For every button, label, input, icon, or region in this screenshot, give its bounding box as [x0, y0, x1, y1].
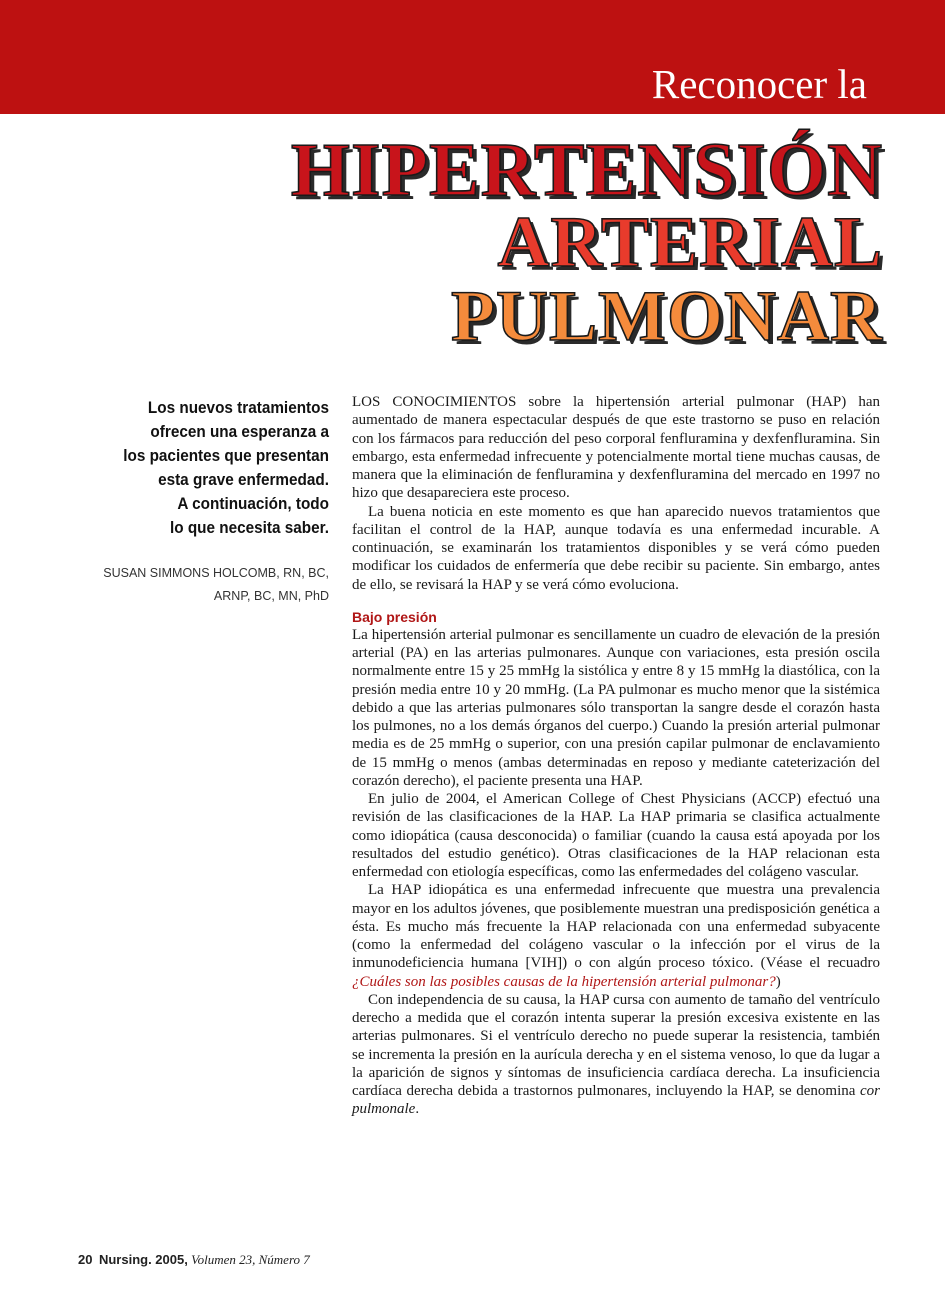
body-text: ): [775, 973, 781, 990]
body-paragraph: LOS CONOCIMIENTOS sobre la hipertensión arterial pulmonar (HAP) han aumentado de manera espectacular después de que este trastorno se puso en relación con los fármacos para reducción del peso corporal fenfluramina y dexfenfluramina. Sin embargo, esta enfermedad infrecuente y potencialmente mortal tiene muchas causas, de manera que la eliminación de fenfluramina y dexfenfluramina del mercado en 1997 no hizo que desapareciera este proceso.: [352, 394, 880, 502]
title-line-arterial: ARTERIAL: [497, 202, 883, 282]
title-kicker: Reconocer la: [651, 61, 867, 107]
deck-line: los pacientes que presentan: [123, 446, 329, 465]
issue-info: Volumen 23, Número 7: [191, 1252, 310, 1267]
article-deck: [95, 396, 329, 540]
journal-name: Nursing. 2005,: [98, 1252, 188, 1267]
page-footer: [78, 1252, 310, 1268]
deck-line: ofrecen una esperanza a: [150, 422, 329, 441]
deck-line: lo que necesita saber.: [169, 518, 329, 537]
author-line: SUSAN SIMMONS HOLCOMB, RN, BC,: [103, 566, 329, 580]
author-line: ARNP, BC, MN, PhD: [213, 589, 329, 603]
body-paragraph: [352, 991, 880, 1119]
page-number: 20: [78, 1252, 93, 1267]
title-line-pulmonar: PULMONAR: [451, 276, 883, 356]
body-text: .: [415, 1101, 420, 1118]
author-byline: [69, 562, 329, 608]
section-heading: Bajo presión: [352, 608, 437, 625]
deck-line: Los nuevos tratamientos: [147, 398, 329, 417]
body-paragraph: En julio de 2004, el American College of Chest Physicians (ACCP) efectuó una revisión de las clasificaciones de la HAP. La HAP primaria se clasifica actualmente como idiopática (causa desconocida) o familiar (cuando la causa está apoyada por los resultados del estudio genético). Otras clasificaciones de la HAP relacionan esta enfermedad con etiología específicas, como las enfermedades del colágeno vascular.: [352, 791, 880, 880]
body-paragraph: La buena noticia en este momento es que han aparecido nuevos tratamientos que facilitan el control de la HAP, aunque todavía es una enfermedad incurable. A continuación, se examinarán los tratamientos disponibles y se verá cómo pueden modificar los cuidados de enfermería que debe recibir su paciente. Sin embargo, antes de ello, se revisará la HAP y se verá cómo evoluciona.: [352, 503, 880, 593]
article-body: [352, 393, 880, 1119]
deck-line: esta grave enfermedad.: [158, 470, 329, 489]
body-paragraph: La hipertensión arterial pulmonar es sencillamente un cuadro de elevación de la presión arterial (PA) en las arterias pulmonares. Aunque con variaciones, esta presión oscila normalmente entre 15 y 25 mmHg la sistólica y entre 8 y 15 mmHg la diastólica, con la presión media entre 10 y 20 mmHg. (La PA pulmonar es mucho menor que la sistémica debido a que las arterias pulmonares sólo transportan la sangre desde el corazón hasta los pulmones, no a los demás órganos del cuerpo.) Cuando la presión arterial pulmonar media es de 25 mmHg o superior, con una presión capilar pulmonar de enclavamiento de 15 mmHg o menos (ambas determinadas en reposo y mediante cateterización del corazón derecho), el paciente presenta una HAP.: [352, 626, 880, 789]
body-paragraph: [352, 881, 880, 991]
body-text: Con independencia de su causa, la HAP cursa con aumento de tamaño del ventrículo derecho a medida que el corazón intenta superar la presión excesiva existente en las arterias pulmonares. Si el ventrículo derecho no puede superar la resistencia, también se incrementa la presión en la aurícula derecha y en el sistema venoso, lo que da lugar a la aparición de signos y síntomas de insuficiencia cardíaca derecha. La insuficiencia cardíaca derecha debida a trastornos pulmonares, incluyendo la HAP, se denomina: [352, 991, 880, 1099]
deck-line: A continuación, todo: [177, 494, 329, 513]
body-emphasis: cor pulmonale: [352, 1083, 880, 1118]
sidebar-reference-link[interactable]: ¿Cuáles son las posibles causas de la hipertensión arterial pulmonar?: [352, 973, 776, 990]
body-text: La HAP idiopática es una enfermedad infrecuente que muestra una prevalencia mayor en los adultos jóvenes, que posiblemente muestran una predisposición genética a ésta. Es mucho más frecuente la HAP relacionada con una enfermedad subyacente (como la enfermedad del colágeno vascular o la infección por el virus de la inmunodeficiencia humana [VIH]) o con algún proceso tóxico. (Véase el recuadro: [352, 882, 880, 972]
title-line-hipertension: HIPERTENSIÓN: [290, 128, 883, 212]
